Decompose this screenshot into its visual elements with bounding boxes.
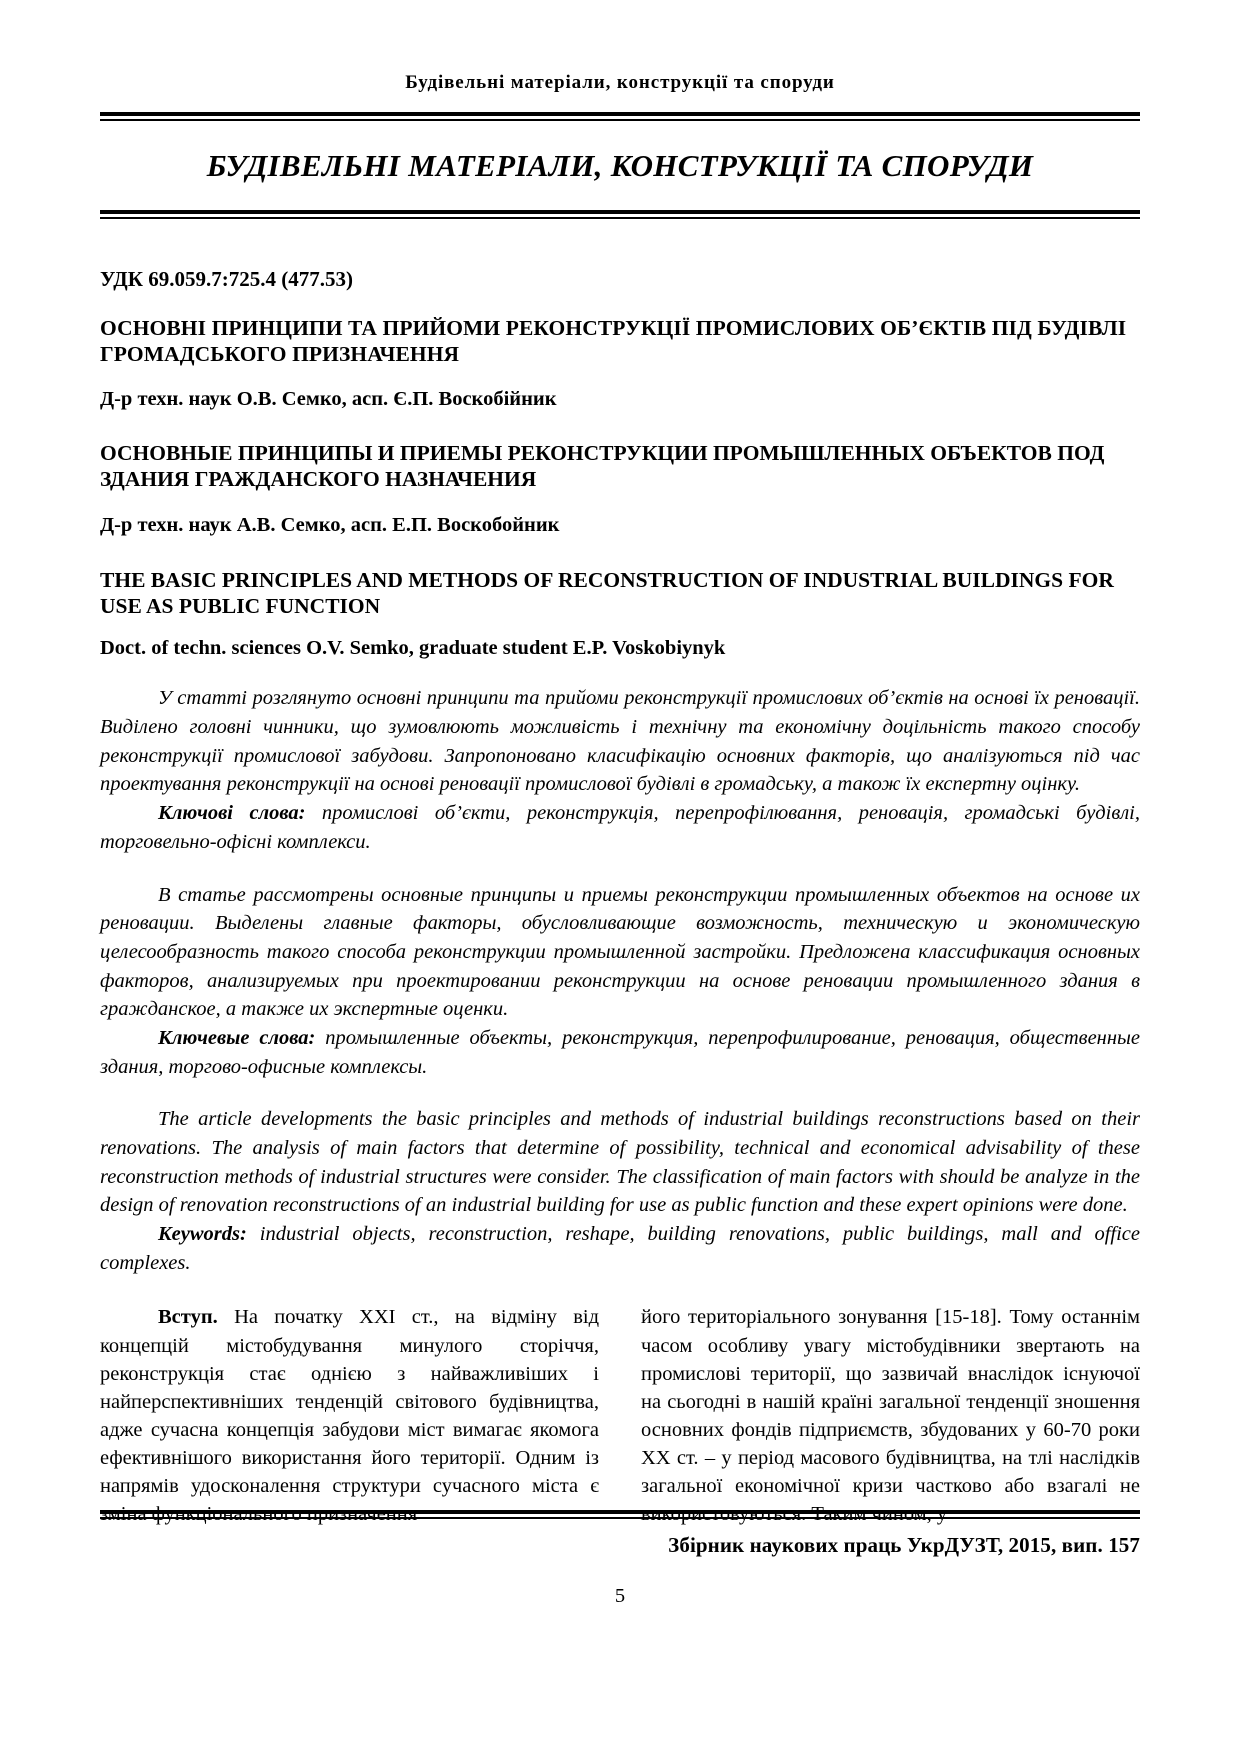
article-title-en: THE BASIC PRINCIPLES AND METHODS OF RECONSTRUCTION OF INDUSTRIAL BUILDINGS FOR USE AS PUBLIC FUNCTION	[100, 567, 1114, 619]
abstract-uk: У статті розглянуто основні принципи та прийоми реконструкції промислових об’єктів на основі їх реновації. Виділено головні чинники, що зумовлюють можливість і технічну та економічну доцільність такого способу реконструкції промислової забудови. Запропоновано класифікацію основних факторів, що аналізуються під час проектування реконструкції на основі реновації промислової будівлі в громадську, а також їх експертну оцінку.	[100, 687, 1140, 796]
keywords-uk	[100, 799, 1140, 856]
keywords-uk-text: промислові об’єкти, реконструкція, перепрофілювання, реновація, громадські будівлі, торговельно-офісні комплекси.	[100, 802, 1140, 853]
body-column-right	[641, 1303, 1140, 1528]
article-authors-en: Doct. of techn. sciences O.V. Semko, graduate student E.P. Voskobiynyk	[100, 637, 726, 660]
keywords-ru-text: промышленные объекты, реконструкция, перепрофилирование, реновация, общественные здания, торгово-офисные комплексы.	[100, 1026, 1140, 1078]
page-number: 5	[614, 1585, 626, 1607]
keywords-ru	[100, 1024, 1140, 1081]
article-title-uk: ОСНОВНІ ПРИНЦИПИ ТА ПРИЙОМИ РЕКОНСТРУКЦІЇ ПРОМИСЛОВИХ ОБ’ЄКТІВ ПІД БУДІВЛІ ГРОМАДСЬКОГО ПРИЗНАЧЕННЯ	[100, 315, 1127, 366]
body-right-paragraph: його територіального зонування [15-18]. Тому останнім часом особливу увагу містобудівники звертають на промислові території, що зазвичай внаслідок існуючої на сьогодні в нашій країні загальної тенденції зношення основних фондів підприємств, збудованих у 60-70 роки XX ст. – у період масового будівництва, на тлі наслідків загальної економічної кризи частково або взагалі не використовуються. Таким чином, у	[641, 1306, 1140, 1526]
article-title-ru: ОСНОВНЫЕ ПРИНЦИПЫ И ПРИЕМЫ РЕКОНСТРУКЦИИ ПРОМЫШЛЕННЫХ ОБЪЕКТОВ ПОД ЗДАНИЯ ГРАЖДАНСКОГО НАЗНАЧЕНИЯ	[100, 441, 1105, 492]
abstract-ru: В статье рассмотрены основные принципы и приемы реконструкции промышленных объектов на основе их реновации. Выделены главные факторы, обусловливающие возможность, техническую и экономическую целесообразность такого способа реконструкции промышленной застройки. Предложена классификация основных факторов, анализируемых при проектировании реконструкции на основе реновации промышленного здания в гражданское, а также их экспертные оценки.	[100, 883, 1140, 1021]
udk-code: УДК 69.059.7:725.4 (477.53)	[100, 266, 353, 291]
section-banner-title: БУДІВЕЛЬНІ МАТЕРІАЛИ, КОНСТРУКЦІЇ ТА СПОРУДИ	[206, 147, 1034, 183]
body-two-column-layout	[100, 1303, 1140, 1528]
footer-divider-rule	[100, 1510, 1140, 1519]
footer	[100, 1510, 1140, 1558]
intro-heading-label: Вступ.	[158, 1306, 218, 1329]
keywords-en-text: industrial objects, reconstruction, reshape, building renovations, public buildings, mall and office complexes.	[100, 1223, 1140, 1274]
section-divider-rule	[100, 210, 1140, 219]
running-header-title: Будівельні матеріали, конструкції та споруди	[405, 72, 835, 93]
article-authors-uk: Д-р техн. наук О.В. Семко, асп. Є.П. Воскобійник	[100, 388, 557, 411]
header-divider-rule	[100, 112, 1140, 121]
keywords-en-label: Keywords:	[158, 1223, 247, 1246]
article-authors-ru: Д-р техн. наук А.В. Семко, асп. Е.П. Воскобойник	[100, 513, 560, 536]
body-column-left	[100, 1303, 599, 1528]
keywords-ru-label: Ключевые слова:	[158, 1026, 316, 1049]
keywords-uk-label: Ключові слова:	[158, 802, 306, 825]
keywords-en	[100, 1220, 1140, 1277]
footer-journal-line: Збірник наукових праць УкрДУЗТ, 2015, вип. 157	[668, 1533, 1140, 1557]
intro-paragraph-text: На початку XXI ст., на відміну від концепцій містобудування минулого сторіччя, реконструкція стає однією з найважливіших і найперспективніших тенденцій світового будівництва, адже сучасна концепція забудови міст вимагає якомога ефективнішого використання його території. Одним із напрямів удосконалення структури сучасного міста є зміна функціонального призначення	[100, 1306, 599, 1526]
abstract-en: The article developments the basic principles and methods of industrial buildings reconstructions based on their renovations. The analysis of main factors that determine of possibility, technical and economical advisability of these reconstruction methods of industrial structures were consider. The classification of main factors with should be analyze in the design of renovation reconstructions of an industrial building for use as public function and these expert opinions were done.	[100, 1108, 1140, 1217]
intro-paragraph	[100, 1303, 599, 1528]
